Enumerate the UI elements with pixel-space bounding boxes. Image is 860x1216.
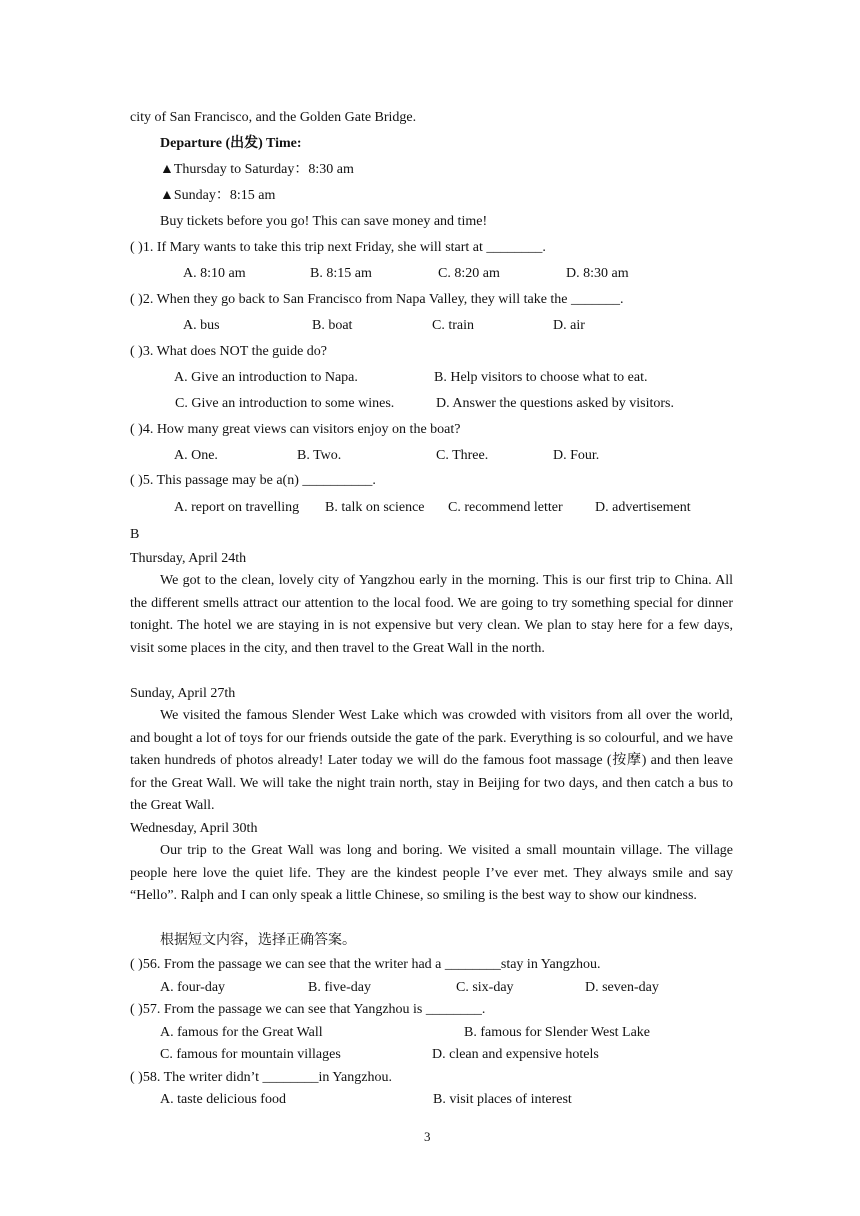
- question-5: ( )5. This passage may be a(n) __________.: [130, 473, 376, 488]
- ticket-tip: Buy tickets before you go! This can save money and time!: [160, 214, 488, 229]
- q4-option-b: B. Two.: [297, 448, 342, 463]
- question-3: ( )3. What does NOT the guide do?: [130, 344, 327, 359]
- question-2: ( )2. When they go back to San Francisco from Napa Valley, they will take the _______.: [130, 292, 624, 307]
- q1-option-c: C. 8:20 am: [438, 266, 500, 281]
- q2-option-b: B. boat: [312, 318, 353, 333]
- schedule-sunday: ▲Sunday：8:15 am: [160, 188, 276, 203]
- q4-option-d: D. Four.: [553, 448, 600, 463]
- q3-option-a: A. Give an introduction to Napa.: [174, 370, 358, 385]
- q4-option-a: A. One.: [174, 448, 218, 463]
- q1-option-d: D. 8:30 am: [566, 266, 629, 281]
- departure-heading: Departure (出发) Time:: [160, 136, 302, 151]
- q1-option-a: A. 8:10 am: [183, 266, 246, 281]
- entry-text-2: We visited the famous Slender West Lake which was crowded with visitors from all over the world, and bought a lot of toys for our friends outside the gate of the park. Everything is so colourful, and we have taken hundreds of photos already! Later today we will do the famous foot massage (按摩) and then leave for the Great Wall. We will take the night train north, stay in Beijing for two days, and then catch a bus to the Great Wall.: [130, 708, 733, 814]
- q57-option-c: C. famous for mountain villages: [160, 1047, 341, 1062]
- q56-option-d: D. seven-day: [585, 980, 659, 995]
- section-b-label: B: [130, 527, 140, 542]
- q58-option-b: B. visit places of interest: [433, 1092, 572, 1107]
- q58-option-a: A. taste delicious food: [160, 1092, 286, 1107]
- q4-option-c: C. Three.: [436, 448, 489, 463]
- question-56: ( )56. From the passage we can see that the writer had a ________stay in Yangzhou.: [130, 957, 601, 972]
- q56-option-c: C. six-day: [456, 980, 514, 995]
- q3-option-b: B. Help visitors to choose what to eat.: [434, 370, 648, 385]
- entry-date-2: Sunday, April 27th: [130, 686, 236, 701]
- q56-option-a: A. four-day: [160, 980, 226, 995]
- q57-option-b: B. famous for Slender West Lake: [464, 1025, 651, 1040]
- schedule-weekday: ▲Thursday to Saturday：8:30 am: [160, 162, 354, 177]
- entry-text-1: We got to the clean, lovely city of Yangzhou early in the morning. This is our first trip to China. All the different smells attract our attention to the local food. We are going to try something special for dinner tonight. The hotel we are staying in is not expensive but very clean. We plan to stay here for a few days, visit some places in the city, and then travel to the Great Wall in the north.: [130, 573, 733, 656]
- entry-text-3: Our trip to the Great Wall was long and boring. We visited a small mountain village. The village people here love the quiet life. They are the kindest people I’ve ever met. They always smile and say “Hello”. Ralph and I can only speak a little Chinese, so smiling is the best way to show our kindness.: [130, 843, 733, 904]
- q1-option-b: B. 8:15 am: [310, 266, 372, 281]
- q2-option-c: C. train: [432, 318, 474, 333]
- q57-option-a: A. famous for the Great Wall: [160, 1025, 323, 1040]
- q2-option-a: A. bus: [183, 318, 220, 333]
- q3-option-c: C. Give an introduction to some wines.: [175, 396, 395, 411]
- q5-option-c: C. recommend letter: [448, 500, 563, 515]
- q5-option-b: B. talk on science: [325, 500, 425, 515]
- page-number: 3: [424, 1129, 431, 1144]
- passage-a-tail: city of San Francisco, and the Golden Gate Bridge.: [130, 110, 417, 125]
- question-58: ( )58. The writer didn’t ________in Yangzhou.: [130, 1070, 392, 1085]
- question-1: ( )1. If Mary wants to take this trip next Friday, she will start at ________.: [130, 240, 546, 255]
- q57-option-d: D. clean and expensive hotels: [432, 1047, 599, 1062]
- entry-date-1: Thursday, April 24th: [130, 551, 247, 566]
- q2-option-d: D. air: [553, 318, 585, 333]
- entry-date-3: Wednesday, April 30th: [130, 821, 258, 836]
- section-b-instruction: 根据短文内容，选择正确答案。: [160, 933, 356, 948]
- q5-option-d: D. advertisement: [595, 500, 691, 515]
- q5-option-a: A. report on travelling: [174, 500, 300, 515]
- q56-option-b: B. five-day: [308, 980, 371, 995]
- question-4: ( )4. How many great views can visitors enjoy on the boat?: [130, 422, 461, 437]
- question-57: ( )57. From the passage we can see that Yangzhou is ________.: [130, 1002, 486, 1017]
- q3-option-d: D. Answer the questions asked by visitors.: [436, 396, 674, 411]
